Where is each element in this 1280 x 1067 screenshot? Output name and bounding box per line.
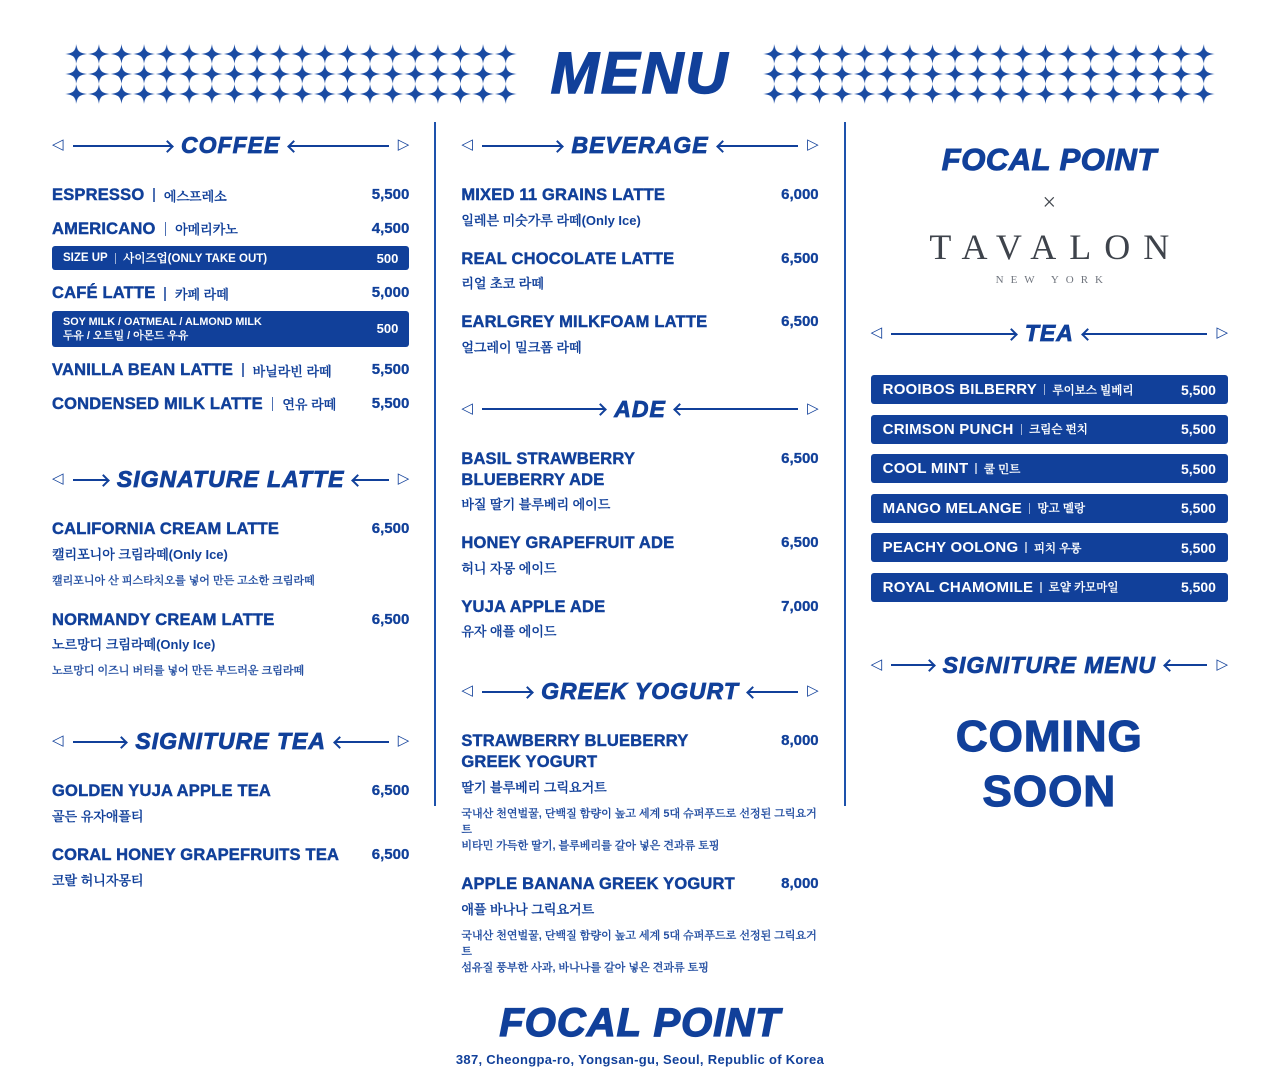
arrow-left-icon (289, 145, 388, 147)
menu-item-normandy-cream-latte (52, 610, 409, 681)
item-price: 8,000 (781, 732, 819, 750)
menu-item-honey-grapefruit-ade (461, 533, 818, 577)
page-footer (0, 1000, 1280, 1067)
item-name: HONEY GRAPEFRUIT ADE (461, 534, 675, 553)
option-bar-milk (52, 311, 409, 347)
item-description (461, 929, 818, 977)
item-price: 5,500 (1180, 500, 1216, 516)
item-price: 4,500 (371, 219, 410, 237)
menu-item-vanilla-bean-latte (52, 360, 409, 381)
item-description-line1: 국내산 천연벌꿀, 단백질 함량이 높고 세계 5대 슈퍼푸드로 선정된 그릭요거트 (461, 930, 817, 958)
tea-bar-royal-chamomile (871, 573, 1228, 602)
section-title: COFFEE (181, 132, 281, 158)
section-title: SIGNITURE TEA (135, 728, 326, 755)
item-korean-name: 리얼 초코 라떼 (461, 276, 544, 292)
pipe-divider (1021, 424, 1023, 435)
item-price: 5,500 (1180, 539, 1216, 556)
section-header-signature-latte (52, 466, 409, 493)
item-korean-name: 딸기 블루베리 그릭요거트 (461, 779, 607, 795)
arrow-right-icon (482, 691, 532, 693)
item-name: CORAL HONEY GRAPEFRUITS TEA (52, 845, 340, 864)
address-text: 387, Cheongpa-ro, Yongsan-gu, Seoul, Republic of Korea (455, 1051, 825, 1067)
item-description: 노르망디 이즈니 버터를 넣어 만든 부드러운 크림라떼 (52, 665, 305, 678)
pipe-divider (242, 363, 244, 377)
triangle-left-icon: ◁ (870, 323, 883, 341)
menu-body (0, 110, 1280, 997)
triangle-right-icon: ▷ (397, 469, 410, 488)
arrow-right-icon (73, 479, 108, 481)
menu-item-americano (52, 219, 409, 240)
triangle-left-icon: ◁ (870, 654, 883, 673)
item-korean-name: 얼그레이 밀크폼 라떼 (461, 339, 582, 355)
item-name: MIXED 11 GRAINS LATTE (461, 186, 666, 204)
option-bar-size-up (52, 246, 409, 270)
item-price: 6,500 (371, 610, 410, 628)
item-korean-name: 캘리포니아 크림라떼(Only Ice) (52, 546, 228, 562)
arrow-left-icon (353, 479, 388, 481)
menu-item-coral-honey-grapefruits-tea (52, 845, 409, 889)
column-tavalon (871, 118, 1228, 997)
pipe-divider (1044, 384, 1046, 395)
triangle-right-icon: ▷ (1216, 654, 1228, 673)
collab-x-icon: × (1042, 190, 1057, 216)
item-description-line1: 국내산 천연벌꿀, 단백질 함량이 높고 세계 5대 슈퍼푸드로 선정된 그릭요거트 (461, 807, 817, 836)
item-korean-name: 애플 바나나 그릭요거트 (461, 902, 595, 918)
item-name: ROYAL CHAMOMILE (882, 578, 1034, 596)
coming-soon-text: COMING SOON (955, 711, 1143, 816)
item-korean-name: 로얄 카모마일 (1048, 582, 1119, 594)
arrow-right-icon (891, 333, 1016, 335)
item-korean-name: 에스프레소 (163, 188, 227, 204)
item-description: 캘리포니아 산 피스타치오를 넣어 만든 고소한 크림라떼 (52, 574, 315, 587)
tea-bar-peachy-oolong (871, 533, 1228, 562)
item-price: 8,000 (781, 875, 819, 893)
item-price: 5,500 (1180, 460, 1216, 477)
section-header-signiture-tea (52, 728, 409, 755)
menu-item-basil-strawberry-blueberry-ade (461, 449, 818, 513)
item-korean-name: 망고 멜랑 (1037, 503, 1086, 515)
option-korean-label: 사이즈업(ONLY TAKE OUT) (123, 253, 268, 266)
item-name: CONDENSED MILK LATTE (52, 394, 263, 413)
item-name: CAFÉ LATTE (52, 284, 156, 303)
option-label-line2: 두유 / 오트밀 / 아몬드 우유 (63, 329, 189, 342)
item-name: GOLDEN YUJA APPLE TEA (52, 782, 272, 801)
triangle-right-icon: ▷ (1216, 323, 1228, 341)
item-korean-name: 루이보스 빌베리 (1052, 384, 1134, 397)
column-divider (434, 122, 436, 806)
triangle-left-icon: ◁ (52, 469, 64, 488)
triangle-left-icon: ◁ (52, 731, 64, 750)
item-name: APPLE BANANA GREEK YOGURT (461, 875, 735, 894)
arrow-left-icon (718, 145, 799, 147)
item-name: YUJA APPLE ADE (461, 597, 606, 616)
item-name: EARLGREY MILKFOAM LATTE (461, 313, 708, 332)
triangle-left-icon: ◁ (461, 681, 473, 700)
item-price: 6,500 (781, 534, 819, 552)
item-price: 5,500 (1180, 421, 1216, 437)
menu-item-real-chocolate-latte (461, 249, 818, 293)
item-name: MANGO MELANGE (882, 499, 1022, 517)
pipe-divider (165, 222, 167, 236)
item-name (461, 731, 688, 772)
item-price: 5,500 (371, 360, 410, 378)
triangle-left-icon: ◁ (52, 135, 64, 153)
triangle-right-icon: ▷ (807, 135, 819, 153)
star-pattern-right-icon (763, 44, 1215, 104)
item-name: PEACHY OOLONG (882, 539, 1019, 556)
section-title: ADE (614, 395, 666, 422)
focal-point-footer-logo: FOCAL POINT (499, 1000, 781, 1045)
item-name (461, 449, 635, 490)
menu-item-condensed-milk-latte (52, 394, 409, 415)
item-korean-name: 연유 라떼 (282, 397, 337, 413)
section-header-ade (461, 396, 818, 423)
item-price: 6,500 (781, 249, 819, 267)
item-korean-name: 아메리카노 (175, 222, 238, 238)
column-coffee (52, 118, 409, 997)
item-name-line2: GREEK YOGURT (461, 753, 598, 771)
item-korean-name: 카페 라떼 (174, 287, 229, 303)
triangle-left-icon: ◁ (461, 398, 473, 417)
item-price: 6,500 (371, 845, 410, 863)
option-price: 500 (376, 321, 399, 337)
item-korean-name: 노르망디 크림라떼(Only Ice) (52, 637, 216, 653)
item-price: 7,000 (781, 597, 819, 615)
pipe-divider (1040, 582, 1042, 593)
menu-item-strawberry-blueberry-greek-yogurt (461, 731, 818, 854)
item-korean-name: 바질 딸기 블루베리 에이드 (461, 497, 611, 513)
item-price: 6,500 (781, 449, 819, 467)
item-name: COOL MINT (882, 460, 969, 477)
item-name-line1: BASIL STRAWBERRY (461, 449, 636, 468)
pipe-divider (1029, 503, 1031, 514)
star-pattern-left-icon (65, 44, 517, 104)
arrow-left-icon (748, 691, 798, 693)
arrow-left-icon (1083, 333, 1208, 335)
item-name: AMERICANO (52, 219, 156, 238)
arrow-right-icon (482, 145, 563, 147)
pipe-divider (153, 188, 155, 202)
triangle-left-icon: ◁ (461, 135, 473, 153)
triangle-right-icon: ▷ (397, 731, 410, 750)
item-name: VANILLA BEAN LATTE (52, 360, 234, 379)
item-price: 6,500 (781, 313, 819, 331)
item-price: 5,500 (371, 186, 410, 203)
item-name-line2: BLUEBERRY ADE (461, 470, 605, 489)
arrow-right-icon (73, 741, 127, 743)
item-korean-name: 유자 애플 에이드 (461, 624, 557, 640)
arrow-right-icon (73, 145, 172, 147)
item-korean-name: 코랄 허니자몽티 (52, 872, 144, 888)
item-price: 6,500 (371, 520, 410, 538)
menu-item-california-cream-latte (52, 519, 409, 590)
item-korean-name: 일레븐 미숫가루 라떼(Only Ice) (461, 212, 641, 228)
menu-item-golden-yuja-apple-tea (52, 781, 409, 825)
page-header (0, 0, 1280, 110)
item-korean-name: 바닐라빈 라떼 (252, 363, 332, 379)
tavalon-logo: TAVALON (929, 227, 1183, 267)
tea-bar-cool-mint (871, 454, 1228, 483)
item-price: 6,000 (781, 186, 819, 203)
section-header-greek-yogurt (461, 678, 818, 705)
section-title: BEVERAGE (571, 132, 709, 158)
arrow-left-icon (675, 408, 798, 410)
item-korean-name: 쿨 민트 (983, 463, 1021, 476)
option-label: SIZE UP (63, 252, 108, 265)
menu-item-apple-banana-greek-yogurt (461, 874, 818, 976)
arrow-left-icon (1165, 664, 1207, 666)
item-korean-name: 허니 자몽 에이드 (461, 560, 557, 576)
section-title: SIGNATURE LATTE (116, 466, 345, 493)
section-header-tea (871, 320, 1228, 347)
item-name-line1: STRAWBERRY BLUEBERRY (461, 732, 689, 751)
item-korean-name: 크림슨 펀치 (1029, 424, 1088, 436)
section-title: TEA (1024, 320, 1074, 346)
item-description-line2: 섬유질 풍부한 사과, 바나나를 갈아 넣은 견과류 토핑 (461, 961, 709, 974)
focal-point-logo: FOCAL POINT (941, 142, 1157, 177)
arrow-right-icon (891, 664, 933, 666)
section-header-beverage (461, 132, 818, 159)
triangle-right-icon: ▷ (807, 681, 819, 700)
option-price: 500 (376, 250, 399, 266)
item-name: ROOIBOS BILBERRY (882, 381, 1037, 398)
page-title: MENU (550, 41, 730, 106)
column-divider (844, 122, 846, 806)
menu-item-cafe-latte (52, 283, 409, 304)
section-header-coffee (52, 132, 409, 159)
item-name: CALIFORNIA CREAM LATTE (52, 520, 280, 539)
item-korean-name: 골든 유자애플티 (52, 808, 144, 824)
item-description (461, 807, 818, 855)
pipe-divider (272, 397, 274, 411)
item-name: ESPRESSO (52, 186, 145, 204)
menu-item-yuja-apple-ade (461, 597, 818, 641)
item-description-line2: 비타민 가득한 딸기, 블루베리를 갈아 넣은 견과류 토핑 (461, 839, 720, 852)
tea-bar-crimson-punch (871, 415, 1228, 444)
tavalon-new-york-label: NEW YORK (995, 274, 1110, 286)
triangle-right-icon: ▷ (807, 398, 819, 417)
item-name: CRIMSON PUNCH (882, 420, 1014, 438)
item-price: 5,000 (371, 284, 410, 302)
menu-item-espresso (52, 185, 409, 206)
column-beverage (461, 118, 818, 997)
pipe-divider (975, 463, 977, 474)
arrow-left-icon (335, 741, 389, 743)
tea-bar-mango-melange (871, 494, 1228, 523)
item-price: 5,500 (1180, 381, 1216, 398)
item-name: NORMANDY CREAM LATTE (52, 610, 275, 629)
section-title: SIGNITURE MENU (942, 651, 1156, 678)
pipe-divider (115, 253, 117, 264)
collab-lockup (871, 132, 1228, 286)
section-title: GREEK YOGURT (541, 678, 739, 705)
option-label-line1: SOY MILK / OATMEAL / ALMOND MILK (63, 315, 262, 328)
triangle-right-icon: ▷ (397, 135, 410, 153)
menu-item-mixed-11-grains-latte (461, 185, 818, 229)
pipe-divider (164, 287, 166, 301)
item-price: 5,500 (1180, 579, 1216, 595)
item-name: REAL CHOCOLATE LATTE (461, 249, 675, 268)
item-price: 6,500 (371, 782, 410, 800)
arrow-right-icon (482, 408, 605, 410)
item-price: 5,500 (371, 394, 410, 412)
pipe-divider (1025, 542, 1027, 553)
item-korean-name: 피치 우롱 (1033, 542, 1082, 555)
menu-item-earlgrey-milkfoam-latte (461, 312, 818, 356)
section-header-signiture-menu (871, 652, 1228, 679)
tea-bar-rooibos-bilberry (871, 375, 1228, 404)
